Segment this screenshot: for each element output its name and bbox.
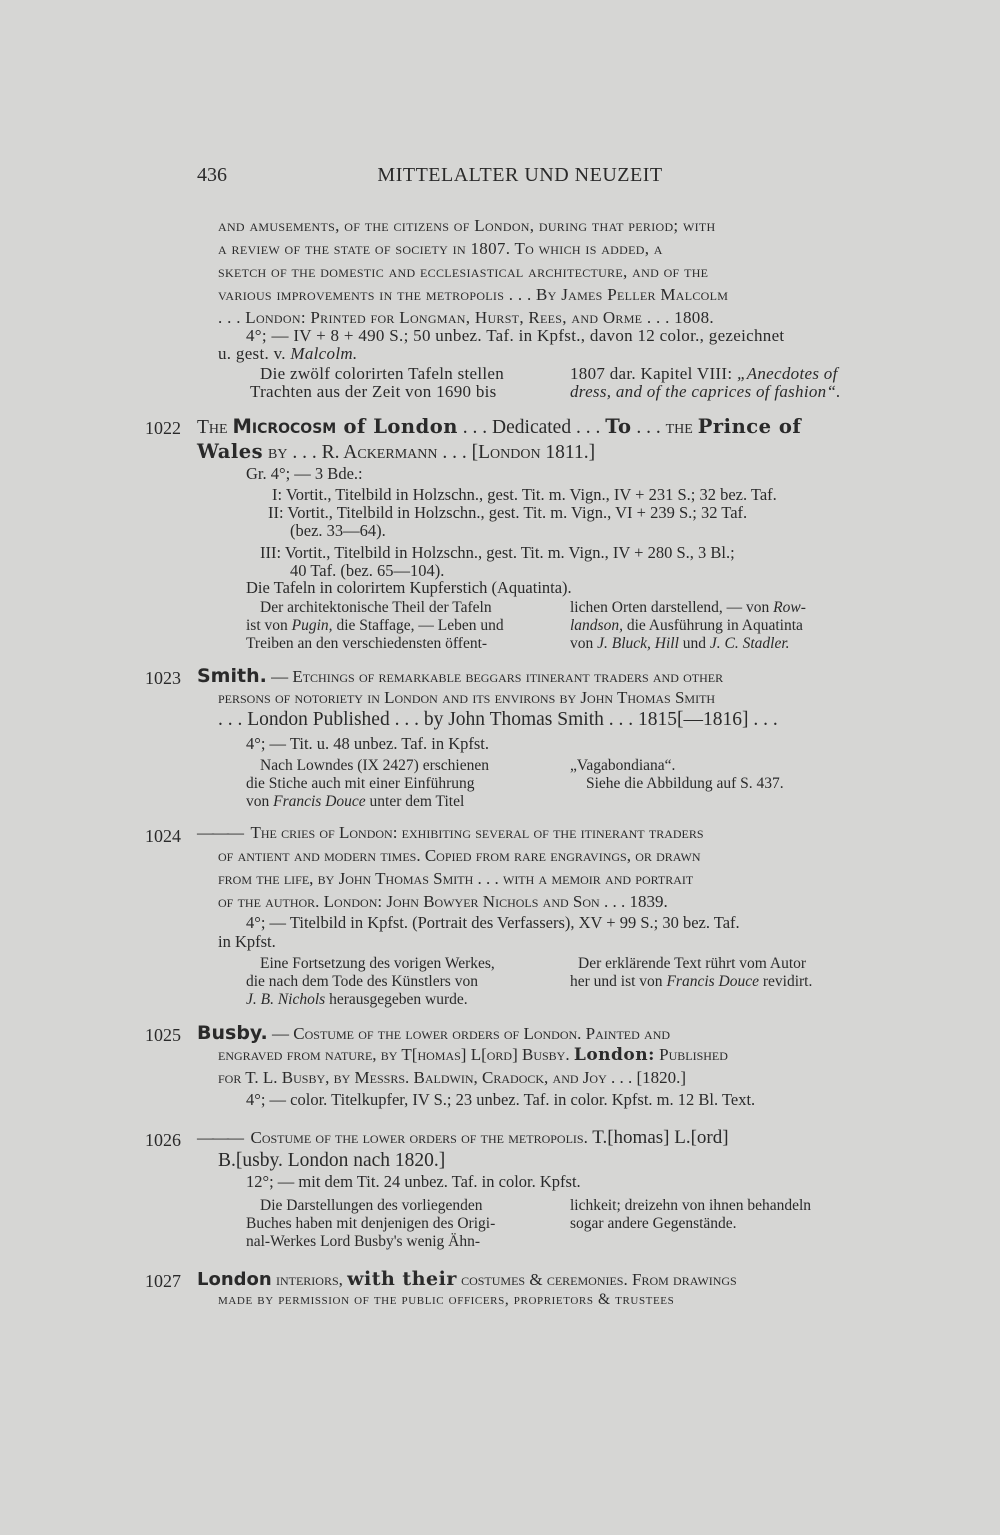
- note-right: lichen Orten darstellend, — von Row-: [570, 599, 806, 616]
- note-right: dress, and of the caprices of fashion“.: [570, 382, 841, 401]
- note-right: sogar andere Gegenstände.: [570, 1215, 737, 1232]
- note-left: J. B. Nichols herausgegeben wurde.: [246, 991, 468, 1008]
- entry-title: of the author. London: John Bowyer Nichols and Son . . . 1839.: [218, 892, 668, 911]
- note-left: von Francis Douce unter dem Titel: [246, 793, 465, 810]
- title-line: a review of the state of society in 1807. To which is added, a: [218, 239, 663, 258]
- note-right: landson, die Ausführung in Aquatinta: [570, 617, 803, 634]
- volume-3: 40 Taf. (bez. 65—104).: [290, 561, 445, 580]
- entry-number: 1025: [145, 1025, 181, 1045]
- entry-number: 1024: [145, 826, 181, 846]
- volume-1: I: Vortit., Titelbild in Holzschn., gest. Tit. m. Vign., IV + 231 S.; 32 bez. Taf.: [272, 485, 777, 504]
- entry-title: ——— Costume of the lower orders of the metropolis. T.[homas] L.[ord]: [197, 1127, 729, 1148]
- entry-number: 1026: [145, 1130, 181, 1150]
- collation: 4°; — Titelbild in Kpfst. (Portrait des Verfassers), XV + 99 S.; 30 bez. Taf.: [246, 913, 740, 932]
- entry-title: of antient and modern times. Copied from rare engravings, or drawn: [218, 846, 701, 865]
- entry-title: Smith. — Etchings of remarkable beggars itinerant traders and other: [197, 665, 724, 687]
- entry-title: Busby. — Costume of the lower orders of London. Painted and: [197, 1022, 671, 1044]
- collation: 4°; — IV + 8 + 490 S.; 50 unbez. Taf. in Kpfst., davon 12 color., gezeichnet: [246, 326, 785, 345]
- note-left: die nach dem Tode des Künstlers von: [246, 973, 478, 990]
- note-left: Die Darstellungen des vorliegenden: [260, 1197, 483, 1214]
- entry-title: engraved from nature, by T[homas] L[ord] Busby. London: Published: [218, 1045, 728, 1065]
- title-line: various improvements in the metropolis . . . By James Peller Malcolm: [218, 285, 729, 304]
- volume-2: II: Vortit., Titelbild in Holzschn., gest. Tit. m. Vign., VI + 239 S.; 32 Taf.: [268, 503, 748, 522]
- note-left: Die zwölf colorirten Tafeln stellen: [260, 364, 505, 383]
- note-left: nal-Werkes Lord Busby's wenig Ähn-: [246, 1233, 480, 1250]
- title-line: and amusements, of the citizens of London, during that period; with: [218, 216, 716, 235]
- note-left: Treiben an den verschiedensten öffent-: [246, 635, 488, 652]
- note-left: die Stiche auch mit einer Einführung: [246, 775, 475, 792]
- collation: in Kpfst.: [218, 932, 276, 951]
- entry-title: from the life, by John Thomas Smith . . . with a memoir and portrait: [218, 869, 694, 888]
- volume-3: III: Vortit., Titelbild in Holzschn., gest. Tit. m. Vign., IV + 280 S., 3 Bl.;: [260, 543, 735, 562]
- entry-title: ——— The cries of London: exhibiting several of the itinerant traders: [197, 823, 704, 842]
- entry-number: 1027: [145, 1271, 181, 1291]
- title-line: sketch of the domestic and ecclesiastical architecture, and of the: [218, 262, 709, 281]
- collation: u. gest. v. Malcolm.: [218, 344, 358, 363]
- note-left: Eine Fortsetzung des vorigen Werkes,: [260, 955, 495, 972]
- entry-title: The Microcosm of London . . . Dedicated . . . To . . . the Prince of: [197, 415, 802, 438]
- entry-number: 1022: [145, 418, 181, 438]
- page-number: 436: [197, 164, 227, 186]
- entry-title: . . . London Published . . . by John Thomas Smith . . . 1815[—1816] . . .: [218, 709, 778, 730]
- note-right: her und ist von Francis Douce revidirt.: [570, 973, 813, 990]
- note-right: Der erklärende Text rührt vom Autor: [578, 955, 807, 972]
- collation: 12°; — mit dem Tit. 24 unbez. Taf. in color. Kpfst.: [246, 1172, 581, 1191]
- note-left: ist von Pugin, die Staffage, — Leben und: [246, 617, 504, 634]
- entry-title: for T. L. Busby, by Messrs. Baldwin, Cradock, and Joy . . . [1820.]: [218, 1068, 687, 1087]
- collation: 4°; — Tit. u. 48 unbez. Taf. in Kpfst.: [246, 734, 490, 753]
- entry-title: London interiors, with their costumes & ceremonies. From drawings: [197, 1268, 737, 1290]
- note-left: Buches haben mit denjenigen des Origi-: [246, 1215, 496, 1232]
- note-right: lichkeit; dreizehn von ihnen behandeln: [570, 1197, 812, 1214]
- volume-2: (bez. 33—64).: [290, 521, 386, 540]
- entry-title: Wales by . . . R. Ackermann . . . [London 1811.]: [197, 440, 596, 463]
- note-left: Nach Lowndes (IX 2427) erschienen: [260, 757, 489, 774]
- running-title: MITTELALTER UND NEUZEIT: [377, 164, 663, 186]
- collation: Gr. 4°; — 3 Bde.:: [246, 464, 363, 483]
- entry-title: persons of notoriety in London and its environs by John Thomas Smith: [218, 688, 716, 707]
- entry-number: 1023: [145, 668, 181, 688]
- note-right: 1807 dar. Kapitel VIII: „Anecdotes of: [570, 364, 838, 383]
- collation: 4°; — color. Titelkupfer, IV S.; 23 unbez. Taf. in color. Kpfst. m. 12 Bl. Text.: [246, 1090, 756, 1109]
- note-right: Siehe die Abbildung auf S. 437.: [586, 775, 784, 792]
- note-left: Der architektonische Theil der Tafeln: [260, 599, 492, 616]
- plates-note: Die Tafeln in colorirtem Kupferstich (Aquatinta).: [246, 578, 572, 597]
- note-right: von J. Bluck, Hill und J. C. Stadler.: [570, 635, 790, 652]
- note-right: „Vagabondiana“.: [570, 757, 676, 774]
- entry-title: B.[usby. London nach 1820.]: [218, 1150, 446, 1171]
- title-line: . . . London: Printed for Longman, Hurst, Rees, and Orme . . . 1808.: [218, 308, 714, 327]
- entry-title: made by permission of the public officers, proprietors & trustees: [218, 1291, 675, 1308]
- note-left: Trachten aus der Zeit von 1690 bis: [250, 382, 497, 401]
